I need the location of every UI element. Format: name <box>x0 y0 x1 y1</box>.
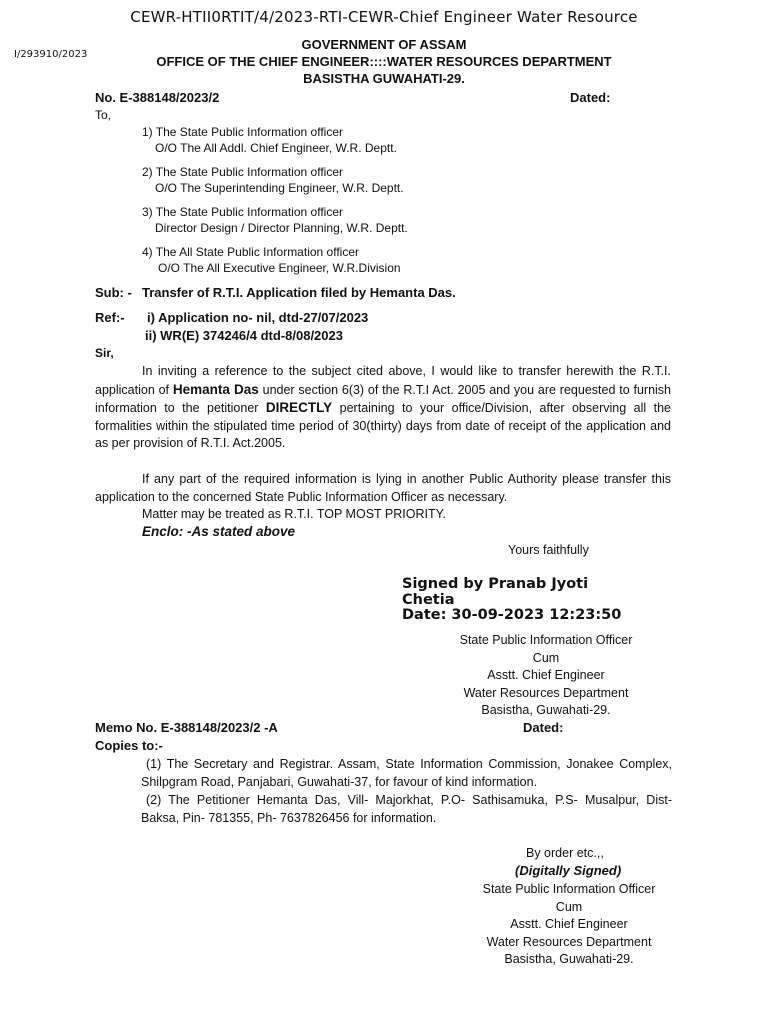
designation-line: Water Resources Department <box>486 934 652 949</box>
reference-item-2: ii) WR(E) 374246/4 dtd-8/08/2023 <box>145 328 343 343</box>
recipient-3-line2: Director Design / Director Planning, W.R. Deptt. <box>155 221 408 235</box>
signed-date: Date: 30-09-2023 12:23:50 <box>402 607 622 623</box>
office-address: BASISTHA GUWAHATI-29. <box>303 71 465 86</box>
recipient-2-line1: 2) The State Public Information officer <box>142 165 343 179</box>
copy-2-text: (2) The Petitioner Hemanta Das, Vill- Majorkhat, P.O- Sathisamuka, P.S- Musalpur, Dist- Baksa, Pin- 781355, Ph- 7637826456 for information. <box>141 793 672 825</box>
recipient-1-line2: O/O The All Addl. Chief Engineer, W.R. Deptt. <box>155 141 397 155</box>
to-label: To, <box>95 108 112 122</box>
yours-faithfully: Yours faithfully <box>508 543 589 557</box>
p2-text: If any part of the required information is lying in another Public Authority please transfer this application to the concerned State Public Information Officer as necessary. <box>95 472 671 504</box>
letter-dated: Dated: <box>570 90 611 105</box>
designation-line: Asstt. Chief Engineer <box>487 668 605 682</box>
reference-item-1: i) Application no- nil, dtd-27/07/2023 <box>147 310 369 325</box>
enclosure-line: Enclo: -As stated above <box>142 524 296 539</box>
recipient-3-line1: 3) The State Public Information officer <box>142 205 343 219</box>
subject-text: Transfer of R.T.I. Application filed by Hemanta Das. <box>142 285 456 300</box>
copy-1-text: (1) The Secretary and Registrar. Assam, State Information Commission, Jonakee Complex, Shilpgram Road, Panjabari, Guwahati-37, for favour of kind information. <box>141 757 672 789</box>
designation-line: Asstt. Chief Engineer <box>510 917 628 931</box>
designation-line: Basistha, Guwahati-29. <box>504 952 634 966</box>
body-paragraph-1 <box>95 363 671 453</box>
digitally-signed-label: (Digitally Signed) <box>515 863 622 878</box>
recipient-2-line2: O/O The Superintending Engineer, W.R. Deptt. <box>155 181 404 195</box>
copy-item-2 <box>141 792 672 827</box>
designation-line: Basistha, Guwahati-29. <box>481 703 611 717</box>
designation-line: Cum <box>532 650 560 665</box>
subject-label: Sub: - <box>95 285 132 300</box>
govt-title: GOVERNMENT OF ASSAM <box>301 37 467 52</box>
directly-emphasis: DIRECTLY <box>265 400 333 415</box>
office-title: OFFICE OF THE CHIEF ENGINEER::::WATER RESOURCES DEPARTMENT <box>156 54 612 69</box>
p1-part-b: under section 6(3) of the R.T.I Act. 2005 and you are requested to furnish information to the petitioner <box>95 382 672 415</box>
memo-number: Memo No. E-388148/2023/2 -A <box>95 720 278 735</box>
priority-line: Matter may be treated as R.T.I. TOP MOST PRIORITY. <box>142 507 446 521</box>
petitioner-name: Hemanta Das <box>172 381 259 397</box>
recipient-1-line1: 1) The State Public Information officer <box>142 125 343 139</box>
designation-line: Cum <box>555 899 583 914</box>
signature-designation-block <box>426 632 666 720</box>
by-order-line: By order etc.,, <box>526 846 604 860</box>
file-reference: CEWR-HTII0RTIT/4/2023-RTI-CEWR-Chief Engineer Water Resource <box>130 8 638 26</box>
footer-designation-block <box>449 881 689 969</box>
designation-line: State Public Information Officer <box>482 882 656 896</box>
signed-by-name-cont: Chetia <box>402 592 455 608</box>
p1-part-a: In inviting a reference to the subject cited above, I would like to transfer herewith the R.T.I. application of <box>95 364 671 397</box>
body-paragraph-2 <box>95 471 671 506</box>
memo-dated: Dated: <box>523 720 564 735</box>
designation-line: State Public Information Officer <box>459 633 633 647</box>
copy-item-1 <box>141 756 672 791</box>
salutation: Sir, <box>95 346 114 360</box>
designation-line: Water Resources Department <box>463 685 629 700</box>
copies-to-label: Copies to:- <box>95 738 163 753</box>
p1-part-c: pertaining to your office/Division, after observing all the formalities within the stipulated time period of 30(thirty) days from date of receipt of the application and as per provision of R.T.I. Act.2005. <box>95 401 671 450</box>
letter-number: No. E-388148/2023/2 <box>95 90 220 105</box>
reference-label: Ref:- <box>95 310 125 325</box>
signed-by-line: Signed by Pranab Jyoti <box>402 576 589 592</box>
recipient-4-line1: 4) The All State Public Information officer <box>142 245 360 259</box>
recipient-4-line2: O/O The All Executive Engineer, W.R.Division <box>158 261 401 275</box>
document-id: I/293910/2023 <box>14 49 88 60</box>
